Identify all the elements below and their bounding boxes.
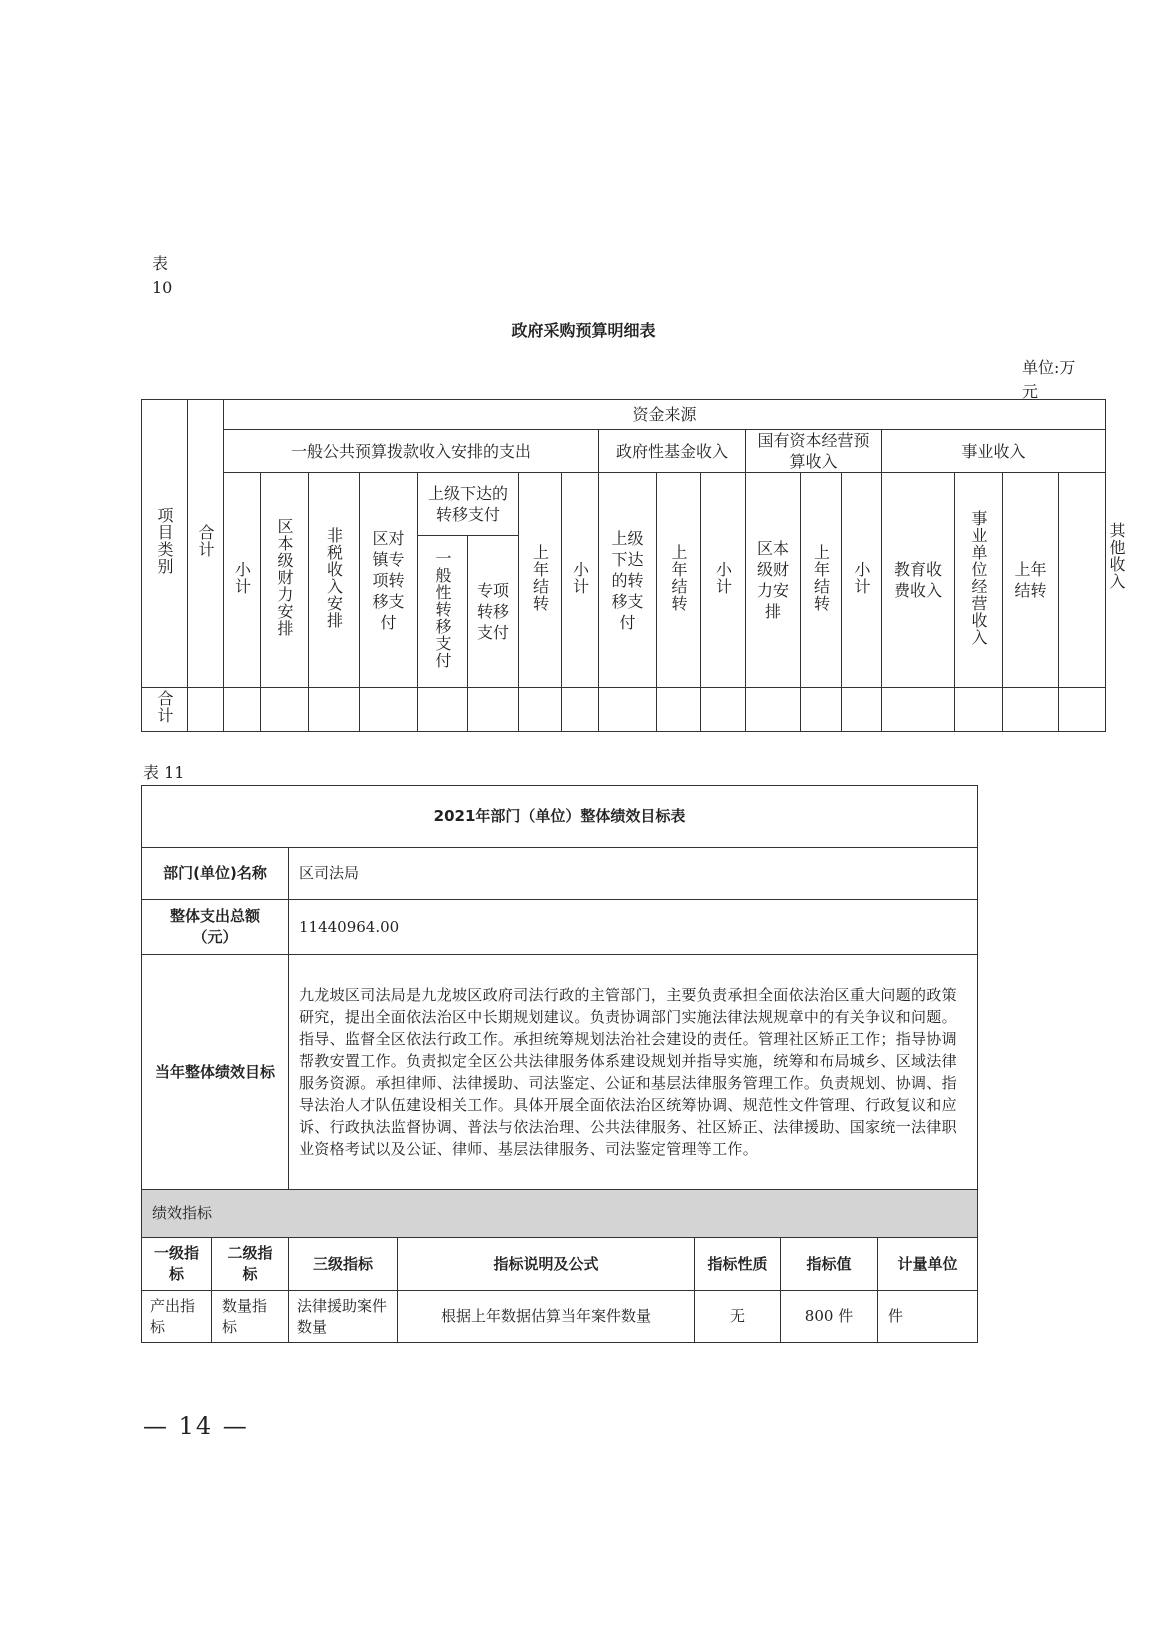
total-row-label: 合计 (155, 690, 174, 724)
header-nature: 指标性质 (695, 1238, 781, 1291)
table10-unit: 单位:万元 (1022, 358, 1076, 401)
total-expense-label: 整体支出总额（元） (142, 900, 289, 955)
state-prev-carryover: 上年结转 (811, 543, 831, 612)
dept-name-value: 区司法局 (289, 848, 978, 900)
group-career-income: 事业收入 (882, 430, 1106, 473)
header-fund-sources: 资金来源 (224, 400, 1106, 430)
general-nontax: 非税收入安排 (324, 526, 344, 629)
annual-goal-label: 当年整体绩效目标 (142, 955, 289, 1190)
career-subtotal: 小计 (852, 560, 871, 595)
row-level2: 数量指标 (212, 1291, 289, 1343)
table11-title: 2021年部门（单位）整体绩效目标表 (142, 786, 978, 848)
row-level1: 产出指标 (142, 1291, 212, 1343)
header-description: 指标说明及公式 (398, 1238, 695, 1291)
gov-subtotal: 小计 (570, 560, 590, 595)
upper-special-transfer: 专项转移支付 (468, 536, 519, 688)
general-district: 区本级财力安排 (275, 518, 294, 637)
general-town-transfer: 区对镇专项转移支付 (360, 473, 418, 688)
group-general-budget: 一般公共预算拨款收入安排的支出 (224, 430, 599, 473)
header-level3: 三级指标 (289, 1238, 398, 1291)
row-level3: 法律援助案件数量 (289, 1291, 398, 1343)
header-item-category: 项目类别 (155, 507, 174, 575)
row-description: 根据上年数据估算当年案件数量 (398, 1291, 695, 1343)
header-level2: 二级指标 (212, 1238, 289, 1291)
state-district: 区本级财力安排 (746, 473, 801, 688)
upper-general-transfer: 一般性转移支付 (433, 549, 452, 669)
table10-label: 表 10 (152, 254, 173, 297)
header-other-income: 其他收入 (1107, 522, 1127, 590)
header-total: 合计 (196, 524, 215, 558)
career-biz-income: 事业单位经营收入 (969, 509, 988, 646)
general-subtotal: 小计 (232, 560, 252, 595)
career-prev-carryover: 上年结转 (1003, 473, 1059, 688)
total-expense-value: 11440964.00 (289, 900, 978, 955)
state-subtotal: 小计 (713, 560, 733, 595)
header-unit: 计量单位 (878, 1238, 978, 1291)
procurement-budget-table (141, 399, 1127, 732)
general-upper-transfer: 上级下达的转移支付 (418, 473, 519, 536)
group-state-capital: 国有资本经营预算收入 (746, 430, 882, 473)
row-unit: 件 (878, 1291, 978, 1343)
page-number: — 14 — (143, 1412, 249, 1440)
table-row (142, 1291, 978, 1343)
table11-label: 表 11 (143, 763, 185, 782)
header-level1: 一级指标 (142, 1238, 212, 1291)
annual-goal-text: 九龙坡区司法局是九龙坡区政府司法行政的主管部门，主要负责承担全面依法治区重大问题的政策研究，提出全面依法治区中长期规划建议。负责协调部门实施法律法规规章中的有关争议和问题。指导、监督全区依法行政工作。承担统筹规划法治社会建设的责任。管理社区矫正工作；指导协调帮教安置工作。负责拟定全区公共法律服务体系建设规划并指导实施，统筹和布局城乡、区域法律服务资源。承担律师、法律援助、司法鉴定、公证和基层法律服务管理工作。负责规划、协调、指导法治人才队伍建设相关工作。具体开展全面依法治区统筹协调、规范性文件管理、行政复议和应诉、行政执法监督协调、普法与依法治理、公共法律服务、社区矫正、法律援助、国家统一法律职业资格考试以及公证、律师、基层法律服务、司法鉴定管理等工作。 (289, 955, 978, 1190)
performance-section-header: 绩效指标 (142, 1190, 978, 1238)
gov-prev-carryover: 上年结转 (669, 543, 688, 612)
header-value: 指标值 (781, 1238, 878, 1291)
row-nature: 无 (695, 1291, 781, 1343)
group-gov-fund: 政府性基金收入 (599, 430, 746, 473)
row-value: 800 件 (781, 1291, 878, 1343)
performance-target-table (141, 785, 978, 1343)
gov-upper-transfer: 上级下达的转移支付 (599, 473, 657, 688)
table10-title: 政府采购预算明细表 (511, 321, 656, 340)
dept-name-label: 部门(单位)名称 (142, 848, 289, 900)
general-prev-carryover: 上年结转 (530, 543, 550, 612)
career-education: 教育收费收入 (882, 473, 955, 688)
